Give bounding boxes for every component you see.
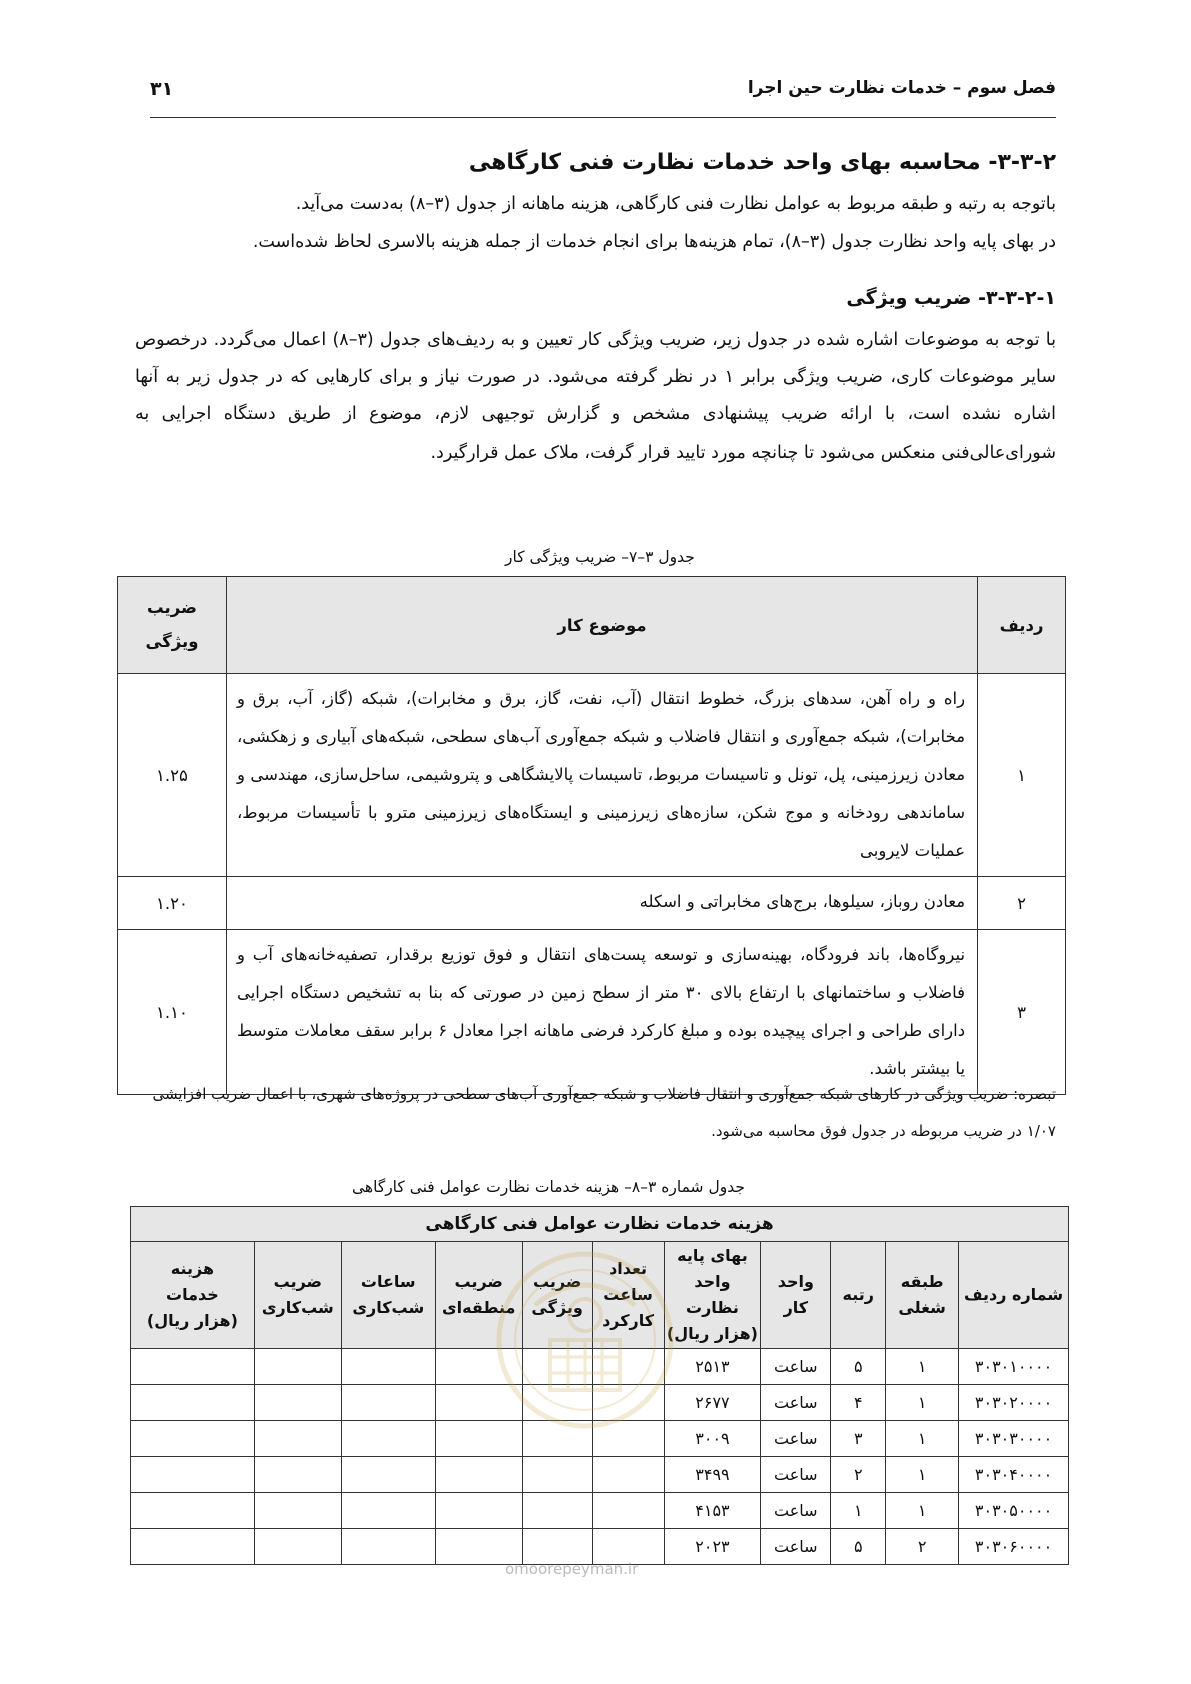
empty-cell: [254, 1385, 341, 1421]
empty-cell: [341, 1529, 435, 1565]
empty-cell: [254, 1457, 341, 1493]
table-row: [118, 877, 1066, 930]
empty-cell: [254, 1421, 341, 1457]
specialty-coefficient-table: [117, 576, 1066, 1095]
row-base-price: ۲۰۲۳: [664, 1529, 761, 1565]
table2-title: هزینه خدمات نظارت عوامل فنی کارگاهی: [131, 1207, 1069, 1242]
empty-cell: [592, 1457, 664, 1493]
row-subject: راه و راه آهن، سدهای بزرگ، خطوط انتقال (آب، نفت، گاز، برق و مخابرات)، شبکه (گاز، آب، برق و مخابرات)، شبکه جمع‌آوری و انتقال فاضلاب و شبکه جمع‌آوری آب‌های سطحی، شبکه‌های آبیاری و زهکشی، معادن زیرزمینی، پل، تونل و تاسیسات مربوط، تاسیسات پالایشگاهی و پتروشیمی، ساحل‌سازی، مهندسی و ساماندهی رودخانه و موج شکن، سازه‌های زیرزمینی و ایستگاه‌های زیرزمینی مترو با تأسیسات مربوط، عملیات لایروبی: [226, 674, 977, 877]
header-service-cost: هزینه خدمات (هزار ریال): [131, 1242, 255, 1349]
row-rank: ۵: [831, 1349, 886, 1385]
header-coefficient-line-1: ضریب: [147, 598, 197, 617]
empty-cell: [341, 1421, 435, 1457]
row-base-price: ۳۴۹۹: [664, 1457, 761, 1493]
row-unit: ساعت: [761, 1349, 831, 1385]
row-rank: ۱: [831, 1493, 886, 1529]
row-subject: معادن روباز، سیلوها، برج‌های مخابراتی و اسکله: [226, 877, 977, 930]
row-base-price: ۳۰۰۹: [664, 1421, 761, 1457]
row-coefficient: ۱.۲۵: [118, 674, 227, 877]
watermark-site-text: omoorepeyman.ir: [505, 1560, 639, 1578]
row-coefficient: ۱.۱۰: [118, 930, 227, 1095]
page-number: ۳۱: [150, 78, 174, 100]
table-row: [118, 674, 1066, 877]
empty-cell: [254, 1529, 341, 1565]
row-number: ۱: [978, 674, 1066, 877]
row-rank: ۲: [831, 1457, 886, 1493]
empty-cell: [522, 1457, 592, 1493]
empty-cell: [341, 1457, 435, 1493]
header-divider: [150, 117, 1056, 118]
table1-note-line-2: ۱/۰۷ در ضریب مربوطه در جدول فوق محاسبه می‌شود.: [711, 1122, 1056, 1140]
header-row-number: شماره ردیف: [959, 1242, 1069, 1349]
row-number: ۳۰۳۰۲۰۰۰۰: [959, 1385, 1069, 1421]
empty-cell: [131, 1493, 255, 1529]
section-paragraph-1: باتوجه به رتبه و طبقه مربوط به عوامل نظارت فنی کارگاهی، هزینه ماهانه از جدول (۳–۸) به‌دست می‌آید.: [295, 194, 1056, 214]
seal-logo-icon: [490, 1245, 680, 1435]
empty-cell: [254, 1349, 341, 1385]
header-work-unit: واحد کار: [761, 1242, 831, 1349]
section-heading: ۳-۳-۲- محاسبه بهای واحد خدمات نظارت فنی کارگاهی: [468, 150, 1056, 175]
row-unit: ساعت: [761, 1421, 831, 1457]
header-coefficient: [118, 577, 227, 674]
row-number: ۲: [978, 877, 1066, 930]
chapter-title: فصل سوم – خدمات نظارت حین اجرا: [747, 78, 1056, 98]
header-job-class: طبقه شغلی: [886, 1242, 959, 1349]
empty-cell: [341, 1349, 435, 1385]
subsection-heading: ۳-۳-۲-۱- ضریب ویژگی: [846, 287, 1056, 309]
empty-cell: [435, 1457, 522, 1493]
row-class: ۲: [886, 1529, 959, 1565]
subsection-paragraph: با توجه به موضوعات اشاره شده در جدول زیر، ضریب ویژگی کار تعیین و به ردیف‌های جدول (۳–۸) اعمال می‌گردد. درخصوص سایر موضوعات کاری، ضریب ویژگی برابر ۱ در نظر گرفته می‌شود. در صورت نیاز و برای کارهایی که در جدول زیر به آنها اشاره نشده است، با ارائه ضریب پیشنهادی مشخص و گزارش توجیهی لازم، موضوع از طریق دستگاه اجرایی به: [135, 330, 1056, 424]
row-unit: ساعت: [761, 1385, 831, 1421]
table-row: [118, 930, 1066, 1095]
empty-cell: [592, 1493, 664, 1529]
header-subject: موضوع کار: [226, 577, 977, 674]
row-number: ۳۰۳۰۵۰۰۰۰: [959, 1493, 1069, 1529]
table1-note-line-1: تبصره: ضریب ویژگی در کارهای شبکه جمع‌آوری و انتقال فاضلاب و شبکه جمع‌آوری آب‌های سطحی در پروژه‌های شهری، با اعمال ضریب افزایشی: [152, 1085, 1056, 1103]
row-class: ۱: [886, 1421, 959, 1457]
row-base-price: ۲۶۷۷: [664, 1385, 761, 1421]
table1-caption: جدول ۳–۷– ضریب ویژگی کار: [505, 548, 695, 566]
row-base-price: ۲۵۱۳: [664, 1349, 761, 1385]
row-unit: ساعت: [761, 1457, 831, 1493]
header-coefficient-line-2: ویژگی: [145, 632, 199, 651]
row-number: ۳۰۳۰۴۰۰۰۰: [959, 1457, 1069, 1493]
table2-caption: جدول شماره ۳–۸– هزینه خدمات نظارت عوامل فنی کارگاهی: [352, 1178, 745, 1196]
row-subject: نیروگاه‌ها، باند فرودگاه، بهینه‌سازی و توسعه پست‌های انتقال و فوق توزیع برقدار، تصفیه‌خانه‌های آب و فاضلاب و ساختمانهای با ارتفاع بالای ۳۰ متر از سطح زمین در صورتی که بنا به تشخیص دستگاه اجرایی دارای طراحی و اجرای پیچیده بوده و مبلغ کارکرد فرضی ماهانه اجرا معادل ۶ برابر سقف معاملات متوسط یا بیشتر باشد.: [226, 930, 977, 1095]
row-unit: ساعت: [761, 1493, 831, 1529]
table1-header-row: [118, 577, 1066, 674]
header-special-coefficient: ضریب ویژگی: [522, 1242, 592, 1349]
table-row: [131, 1493, 1069, 1529]
row-rank: ۵: [831, 1529, 886, 1565]
empty-cell: [131, 1457, 255, 1493]
header-row: ردیف: [978, 577, 1066, 674]
subsection-paragraph-last-line: شورای‌عالی‌فنی منعکس می‌شود تا چنانچه مورد تایید قرار گرفت، ملاک عمل قرارگیرد.: [430, 443, 1056, 463]
empty-cell: [131, 1385, 255, 1421]
header-night-coefficient: ضریب شب‌کاری: [254, 1242, 341, 1349]
empty-cell: [131, 1349, 255, 1385]
empty-cell: [435, 1493, 522, 1529]
row-class: ۱: [886, 1385, 959, 1421]
section-paragraph-2: در بهای پایه واحد نظارت جدول (۳–۸)، تمام هزینه‌ها برای انجام خدمات از جمله هزینه بالاسری لحاظ شده‌است.: [252, 232, 1056, 252]
header-night-hours: ساعات شب‌کاری: [341, 1242, 435, 1349]
empty-cell: [254, 1493, 341, 1529]
table-row: [131, 1457, 1069, 1493]
empty-cell: [131, 1529, 255, 1565]
row-coefficient: ۱.۲۰: [118, 877, 227, 930]
row-number: ۳۰۳۰۱۰۰۰۰: [959, 1349, 1069, 1385]
header-base-price: بهای پایه واحد نظارت (هزار ریال): [664, 1242, 761, 1349]
row-base-price: ۴۱۵۳: [664, 1493, 761, 1529]
empty-cell: [341, 1493, 435, 1529]
row-rank: ۴: [831, 1385, 886, 1421]
empty-cell: [341, 1385, 435, 1421]
header-work-hours: تعداد ساعت کارکرد: [592, 1242, 664, 1349]
page-header: [150, 78, 1056, 112]
row-unit: ساعت: [761, 1529, 831, 1565]
row-number: ۳۰۳۰۶۰۰۰۰: [959, 1529, 1069, 1565]
header-regional-coefficient: ضریب منطقه‌ای: [435, 1242, 522, 1349]
row-rank: ۳: [831, 1421, 886, 1457]
header-rank: رتبه: [831, 1242, 886, 1349]
row-class: ۱: [886, 1457, 959, 1493]
empty-cell: [131, 1421, 255, 1457]
row-class: ۱: [886, 1349, 959, 1385]
empty-cell: [522, 1493, 592, 1529]
row-class: ۱: [886, 1493, 959, 1529]
row-number: ۳۰۳۰۳۰۰۰۰: [959, 1421, 1069, 1457]
row-number: ۳: [978, 930, 1066, 1095]
